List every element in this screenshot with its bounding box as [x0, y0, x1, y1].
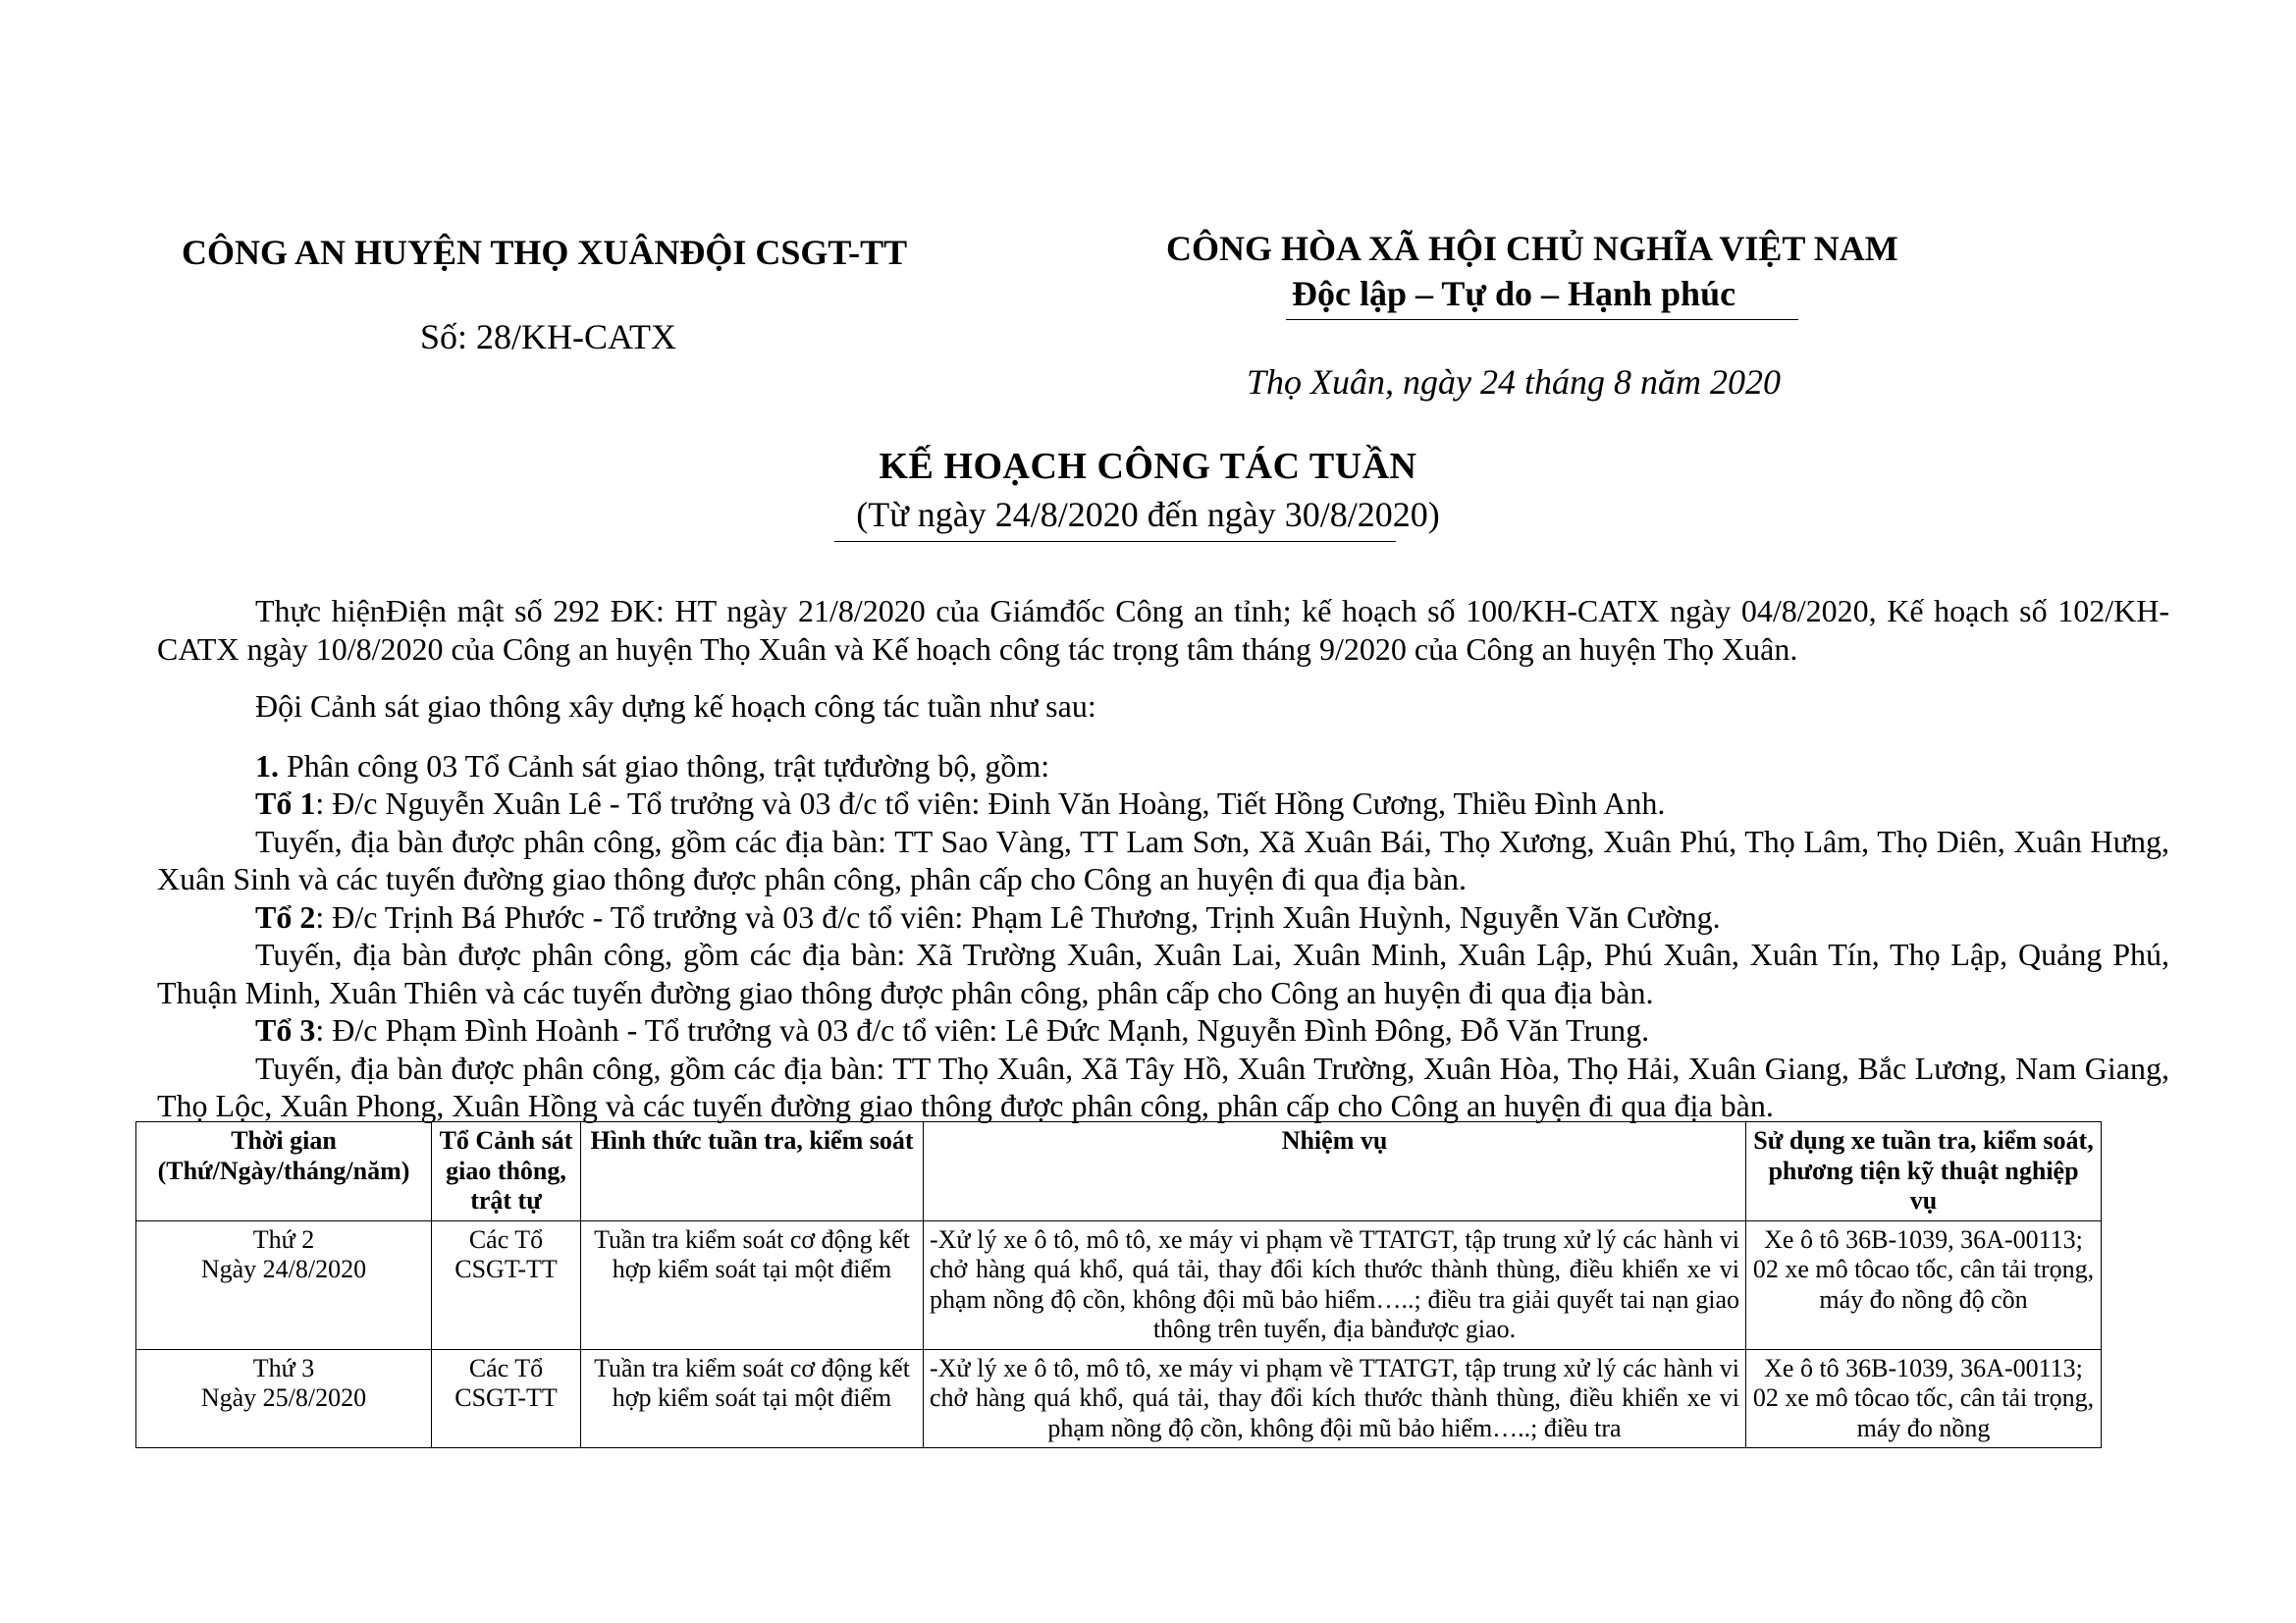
motto-underline	[1286, 319, 1798, 320]
vehicles-cell: Xe ô tô 36B-1039, 36A-00113; 02 xe mô tôcao tốc, cân tải trọng, máy đo nồng	[1746, 1349, 2102, 1448]
task-cell: -Xử lý xe ô tô, mô tô, xe máy vi phạm về TTATGT, tập trung xử lý các hành vi chở hàng quá khổ, quá tải, thay đổi kích thước thành thùng, điều khiển xe vi phạm nồng độ cồn, không đội mũ bảo hiểm…..; điều tra	[924, 1349, 1746, 1448]
day-label: Thứ 3	[252, 1353, 315, 1382]
team-3-label: Tổ 3	[255, 1012, 316, 1048]
agency-name: CÔNG AN HUYỆN THỌ XUÂNĐỘI CSGT-TT	[182, 233, 908, 272]
plan-title: KẾ HOẠCH CÔNG TÁC TUẦN	[879, 446, 1417, 487]
date-label: Ngày 25/8/2020	[200, 1383, 367, 1412]
team-cell: Các Tổ CSGT-TT	[432, 1349, 581, 1448]
task-cell: -Xử lý xe ô tô, mô tô, xe máy vi phạm về TTATGT, tập trung xử lý các hành vi chở hàng quá khổ, quá tải, thay đổi kích thước thành thùng, điều khiển xe vi phạm nồng độ cồn, không đội mũ bảo hiểm…..; điều tra giải quyết tai nạn giao thông trên tuyến, địa bànđược giao.	[924, 1220, 1746, 1349]
plan-period: (Từ ngày 24/8/2020 đến ngày 30/8/2020)	[856, 495, 1440, 534]
table-header-row	[136, 1122, 2102, 1221]
intro-paragraph: Thực hiệnĐiện mật số 292 ĐK: HT ngày 21/8/2020 của Giámđốc Công an tỉnh; kế hoạch số 100/KH-CATX ngày 04/8/2020, Kế hoạch số 102/KH-CATX ngày 10/8/2020 của Công an huyện Thọ Xuân và Kế hoạch công tác trọng tâm tháng 9/2020 của Công an huyện Thọ Xuân.	[157, 593, 2169, 667]
period-underline	[834, 541, 1396, 542]
team-1-paragraph	[157, 784, 2169, 823]
team-1-label: Tổ 1	[255, 785, 316, 821]
table-row	[136, 1220, 2102, 1349]
team-cell: Các Tổ CSGT-TT	[432, 1220, 581, 1349]
form-cell: Tuần tra kiểm soát cơ động kết hợp kiểm soát tại một điểm	[581, 1349, 924, 1448]
nation-title: CÔNG HÒA XÃ HỘI CHỦ NGHĨA VIỆT NAM	[1166, 229, 1898, 268]
section-1-heading	[157, 747, 2169, 785]
section-1-text: Phân công 03 Tổ Cảnh sát giao thông, trật tựđường bộ, gồm:	[279, 747, 1050, 784]
place-and-date: Thọ Xuân, ngày 24 tháng 8 năm 2020	[1247, 362, 1781, 402]
header-team: Tổ Cảnh sát giao thông, trật tự	[432, 1122, 581, 1221]
team-3-paragraph	[157, 1011, 2169, 1050]
team-1-area: Tuyến, địa bàn được phân công, gồm các địa bàn: TT Sao Vàng, TT Lam Sơn, Xã Xuân Bái, Thọ Xương, Xuân Phú, Thọ Lâm, Thọ Diên, Xuân Hưng, Xuân Sinh và các tuyến đường giao thông được phân công, phân cấp cho Công an huyện đi qua địa bàn.	[157, 823, 2169, 896]
vehicles-cell: Xe ô tô 36B-1039, 36A-00113; 02 xe mô tôcao tốc, cân tải trọng, máy đo nồng độ cồn	[1746, 1220, 2102, 1349]
body-text	[157, 592, 2169, 1125]
schedule-table	[135, 1121, 2102, 1448]
time-cell	[136, 1220, 432, 1349]
header-vehicles: Sử dụng xe tuần tra, kiểm soát, phương tiện kỹ thuật nghiệp vụ	[1746, 1122, 2102, 1221]
table-row	[136, 1349, 2102, 1448]
team-2-label: Tổ 2	[255, 898, 316, 935]
day-label: Thứ 2	[252, 1224, 315, 1254]
team-3-area: Tuyến, địa bàn được phân công, gồm các địa bàn: TT Thọ Xuân, Xã Tây Hồ, Xuân Trường, Xuân Hòa, Thọ Hải, Xuân Giang, Bắc Lương, Nam Giang, Thọ Lộc, Xuân Phong, Xuân Hồng và các tuyến đường giao thông được phân công, phân cấp cho Công an huyện đi qua địa bàn.	[157, 1050, 2169, 1123]
team-2-members: : Đ/c Trịnh Bá Phước - Tổ trưởng và 03 đ/c tổ viên: Phạm Lê Thương, Trịnh Xuân Huỳnh, Nguyễn Văn Cường.	[315, 898, 1721, 935]
team-3-members: : Đ/c Phạm Đình Hoành - Tổ trưởng và 03 đ/c tổ viên: Lê Đức Mạnh, Nguyễn Đình Đông, Đỗ Văn Trung.	[315, 1012, 1650, 1048]
header-task: Nhiệm vụ	[924, 1122, 1746, 1221]
team-2-paragraph	[157, 898, 2169, 937]
time-cell	[136, 1349, 432, 1448]
national-motto: Độc lập – Tự do – Hạnh phúc	[1292, 274, 1736, 313]
lead-paragraph: Đội Cảnh sát giao thông xây dựng kế hoạch công tác tuần như sau:	[255, 688, 1096, 724]
header-form: Hình thức tuần tra, kiểm soát	[581, 1122, 924, 1221]
date-label: Ngày 24/8/2020	[200, 1255, 367, 1283]
header-time: Thời gian (Thứ/Ngày/tháng/năm)	[136, 1122, 432, 1221]
form-cell: Tuần tra kiểm soát cơ động kết hợp kiểm soát tại một điểm	[581, 1220, 924, 1349]
section-1-number: 1.	[255, 747, 279, 784]
team-1-members: : Đ/c Nguyễn Xuân Lê - Tổ trưởng và 03 đ/c tổ viên: Đinh Văn Hoàng, Tiết Hồng Cương, Thiều Đình Anh.	[315, 785, 1666, 821]
team-2-area: Tuyến, địa bàn được phân công, gồm các địa bàn: Xã Trường Xuân, Xuân Lai, Xuân Minh, Xuân Lập, Phú Xuân, Xuân Tín, Thọ Lập, Quảng Phú, Thuận Minh, Xuân Thiên và các tuyến đường giao thông được phân công, phân cấp cho Công an huyện đi qua địa bàn.	[157, 937, 2169, 1010]
document-number: Số: 28/KH-CATX	[420, 317, 677, 356]
